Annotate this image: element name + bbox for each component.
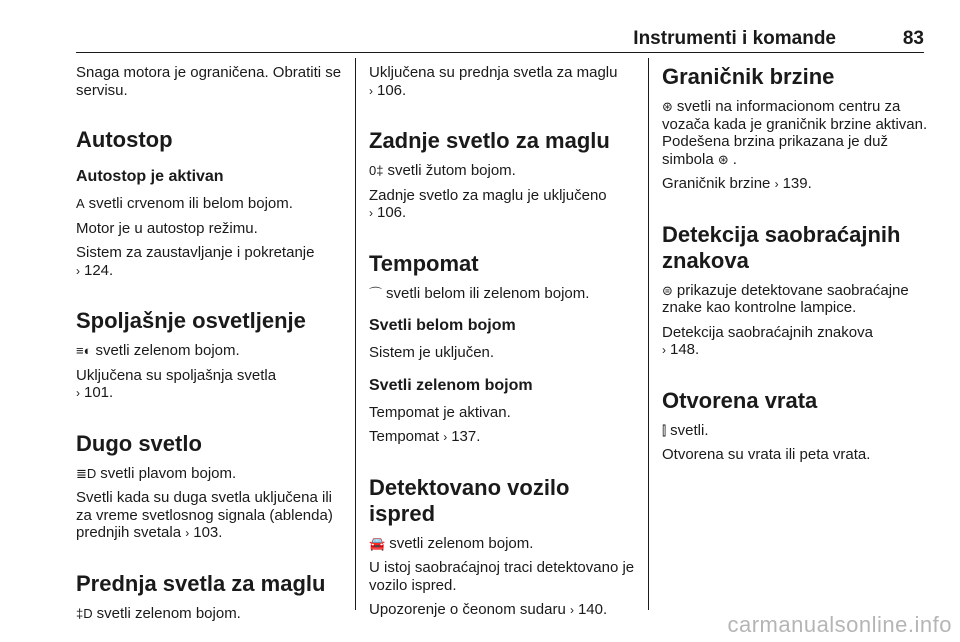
door-line2: Otvorena su vrata ili peta vrata. [662,446,871,463]
frontfog-line1-text: svetli zelenom bojom. [96,604,241,622]
exterior-page-ref[interactable]: 101. [84,384,114,401]
cruise-ref-label: Tempomat [369,428,440,445]
vehicle-ahead-icon: 🚘 [369,535,386,551]
column-separator-1 [355,58,356,610]
cruise-control-icon: ⌒ [369,285,383,301]
limiter-heading: Graničnik brzine [662,64,835,89]
rearfog-line2-text: Zadnje svetlo za maglu je uključeno [369,186,607,204]
door-line1 [662,422,930,440]
vehicle-heading: Detektovano vozilo ispred [369,474,570,526]
rearfog-line2 [369,187,637,223]
limiter-ref-label: Graničnik brzine [662,175,771,192]
signs-heading: Detekcija saobraćajnih znakova [662,221,901,273]
rearfog-heading: Zadnje svetlo za maglu [369,128,610,153]
cruise-ref-line [369,428,637,447]
cruise-sub2-heading: Svetli zelenom bojom [369,376,533,394]
autostop-line3 [76,244,344,280]
column-3 [662,64,930,471]
reference-arrow-icon: › [76,386,80,400]
reference-arrow-icon: › [185,526,190,540]
exterior-line2 [76,367,344,403]
door-heading: Otvorena vrata [662,387,818,413]
door-open-icon: ⫿ [662,422,667,438]
reference-arrow-icon: › [369,83,373,98]
vehicle-ref-line [369,601,637,620]
exterior-heading: Spoljašnje osvetljenje [76,308,306,333]
signs-line2 [662,324,930,360]
autostop-page-ref[interactable]: 124. [84,261,114,279]
autostop-subheading: Autostop je aktivan [76,168,224,185]
autostop-icon: A [76,196,85,211]
page-number: 83 [902,28,924,49]
column-1 [76,64,344,629]
signs-page-ref[interactable]: 148. [670,341,700,358]
autostop-line2: Motor je u autostop režimu. [76,219,258,237]
reference-arrow-icon: › [569,603,574,617]
intro-text: Snaga motora je ograničena. Obratiti se servisu. [76,64,342,99]
frontfog-cont [369,64,637,100]
cruise-sub2-text: Tempomat je aktivan. [369,403,511,421]
limiter-page-ref[interactable]: 139. [782,175,812,192]
frontfog-page-ref[interactable]: 106. [377,81,407,99]
vehicle-line1-text: svetli zelenom bojom. [389,534,534,552]
frontfog-line1 [76,605,344,623]
vehicle-page-ref[interactable]: 140. [577,601,608,618]
highbeam-line2 [76,489,344,543]
high-beam-icon: ≣D [76,465,97,481]
column-separator-2 [648,58,649,610]
vehicle-line1 [369,535,637,553]
reference-arrow-icon: › [76,263,80,278]
cruise-line1 [369,285,637,303]
frontfog-cont-text: Uključena su prednja svetla za maglu [369,64,618,81]
limiter-line1-text: svetli na informacionom centru za vozača kada je graničnik brzine aktivan. Podešena brzina prikazana je duž simbola [662,98,928,168]
autostop-line1-text: svetli crvenom ili belom bojom. [88,195,293,212]
cruise-line1-text: svetli belom ili zelenom bojom. [386,284,590,302]
cruise-page-ref[interactable]: 137. [451,428,481,445]
exterior-light-icon: ≡◐ [76,343,92,358]
rearfog-line1 [369,162,637,180]
speed-limiter-icon: ⊛ [717,151,729,167]
limiter-line1-end: . [732,150,737,168]
highbeam-line1-text: svetli plavom bojom. [100,464,237,482]
vehicle-line2: U istoj saobraćajnoj traci detektovano je vozilo ispred. [369,559,635,594]
rearfog-line1-text: svetli žutom bojom. [387,162,516,179]
vehicle-ref-label: Upozorenje o čeonom sudaru [369,601,566,618]
autostop-line1 [76,195,344,213]
page-header [76,28,924,50]
reference-arrow-icon: › [774,177,779,191]
highbeam-line2-text: Svetli kada su duga svetla uključena ili za vreme svetlosnog signala (ablenda) prednjih svetala [76,489,333,541]
watermark: carmanualsonline.info [727,612,952,637]
exterior-line2-text: Uključena su spoljašnja svetla [76,366,277,384]
rearfog-page-ref[interactable]: 106. [377,204,407,221]
highbeam-page-ref[interactable]: 103. [193,524,223,541]
limiter-line1 [662,98,930,168]
front-fog-icon: ‡D [76,605,93,621]
traffic-sign-icon: ⊜ [662,282,673,298]
cruise-heading: Tempomat [369,250,479,276]
reference-arrow-icon: › [443,430,448,444]
autostop-line3-text: Sistem za zaustavljanje i pokretanje [76,244,315,261]
autostop-heading: Autostop [76,127,173,152]
signs-line1 [662,282,930,317]
signs-line1-text: prikazuje detektovane saobraćajne znake kao kontrolne lampice. [662,281,909,316]
exterior-line1 [76,342,344,360]
limiter-ref-line [662,175,930,194]
rear-fog-icon: 0‡ [369,163,384,178]
highbeam-heading: Dugo svetlo [76,430,202,456]
header-rule [76,52,924,53]
speed-limiter-icon: ⊛ [662,99,673,114]
header-title: Instrumenti i komande [633,28,836,49]
frontfog-heading: Prednja svetla za maglu [76,570,326,596]
signs-line2-text: Detekcija saobraćajnih znakova [662,323,873,341]
cruise-sub1-heading: Svetli belom bojom [369,317,516,334]
highbeam-line1 [76,465,344,483]
exterior-line1-text: svetli zelenom bojom. [95,342,240,359]
reference-arrow-icon: › [369,206,373,220]
reference-arrow-icon: › [662,343,666,357]
door-line1-text: svetli. [670,421,709,439]
cruise-sub1-text: Sistem je uključen. [369,344,495,361]
column-2 [369,64,637,627]
